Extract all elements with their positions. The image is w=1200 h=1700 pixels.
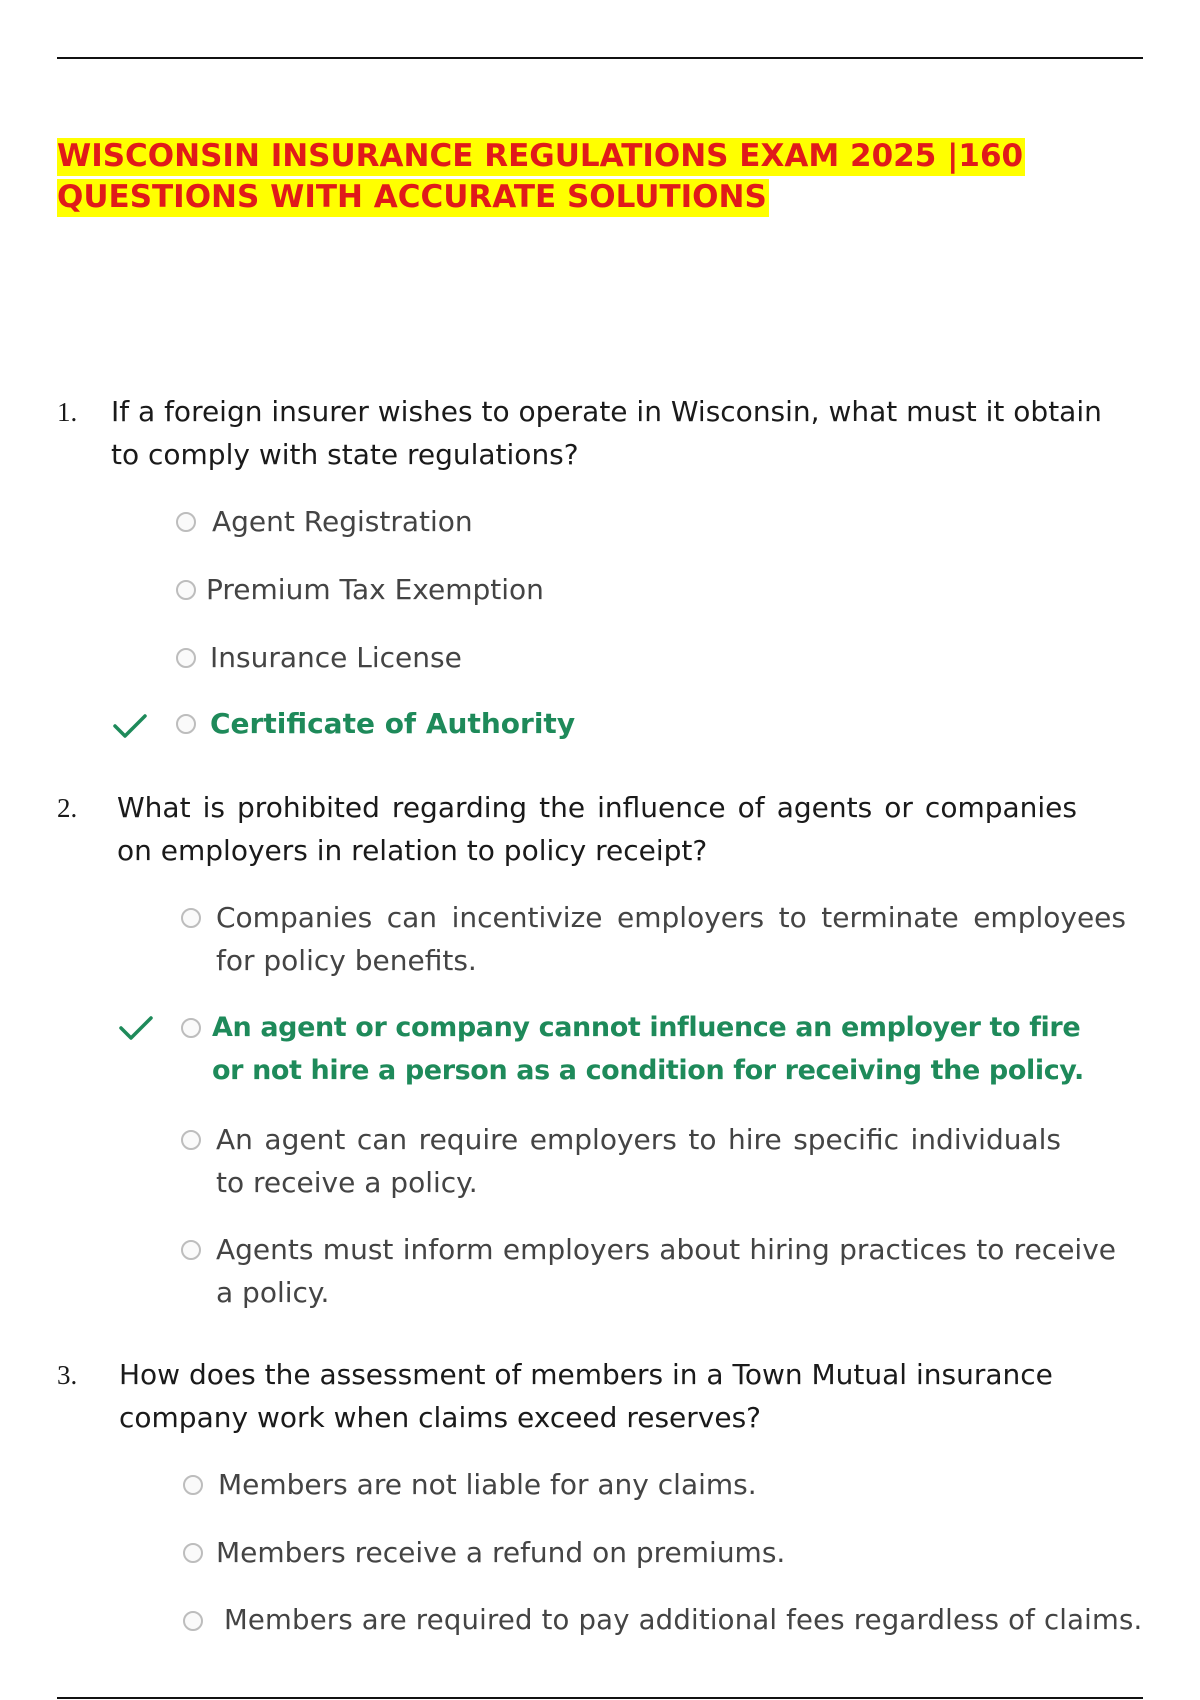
radio-button[interactable]	[183, 1611, 203, 1631]
title-line-2: QUESTIONS WITH ACCURATE SOLUTIONS	[57, 179, 767, 215]
question-1-option-2: Premium Tax Exemption	[206, 573, 544, 606]
radio-button[interactable]	[181, 908, 201, 928]
question-2-option-3: An agent can require employers to hire specific individuals to receive a policy.	[216, 1123, 1061, 1199]
question-1-text: If a foreign insurer wishes to operate in Wisconsin, what must it obtain to comply with state regulations?	[111, 395, 1102, 471]
radio-button[interactable]	[181, 1130, 201, 1150]
question-3-text: How does the assessment of members in a Town Mutual insurance company work when claims exceed reserves?	[119, 1358, 1053, 1434]
checkmark-icon	[118, 1014, 154, 1042]
radio-button[interactable]	[176, 714, 196, 734]
question-1-number: 1.	[57, 397, 78, 427]
radio-button[interactable]	[176, 580, 196, 600]
top-rule	[57, 57, 1143, 59]
radio-button[interactable]	[183, 1543, 203, 1563]
question-3-number: 3.	[57, 1360, 78, 1390]
question-2-text: What is prohibited regarding the influence of agents or companies on employers in relation to policy receipt?	[117, 791, 1077, 867]
question-1-option-1: Agent Registration	[212, 505, 473, 538]
bottom-rule	[57, 1697, 1143, 1699]
radio-button[interactable]	[176, 648, 196, 668]
question-1-option-3: Insurance License	[210, 641, 462, 674]
checkmark-icon	[112, 712, 148, 740]
question-2-option-2-correct: An agent or company cannot influence an employer to fire or not hire a person as a condition for receiving the policy.	[212, 1012, 1084, 1086]
question-3-option-2: Members receive a refund on premiums.	[216, 1536, 786, 1569]
question-3-option-3: Members are required to pay additional fees regardless of claims.	[224, 1604, 1143, 1636]
radio-button[interactable]	[183, 1475, 203, 1495]
question-3-option-1: Members are not liable for any claims.	[218, 1468, 757, 1501]
document-title	[57, 136, 1157, 218]
radio-button[interactable]	[181, 1018, 201, 1038]
radio-button[interactable]	[176, 512, 196, 532]
title-line-1: WISCONSIN INSURANCE REGULATIONS EXAM 2025 |160	[57, 138, 1024, 174]
question-2-option-4: Agents must inform employers about hiring practices to receive a policy.	[216, 1233, 1116, 1309]
question-2-option-1: Companies can incentivize employers to terminate employees for policy benefits.	[216, 901, 1126, 977]
question-2-number: 2.	[57, 793, 78, 823]
radio-button[interactable]	[181, 1240, 201, 1260]
question-1-option-4-correct: Certificate of Authority	[210, 707, 576, 740]
